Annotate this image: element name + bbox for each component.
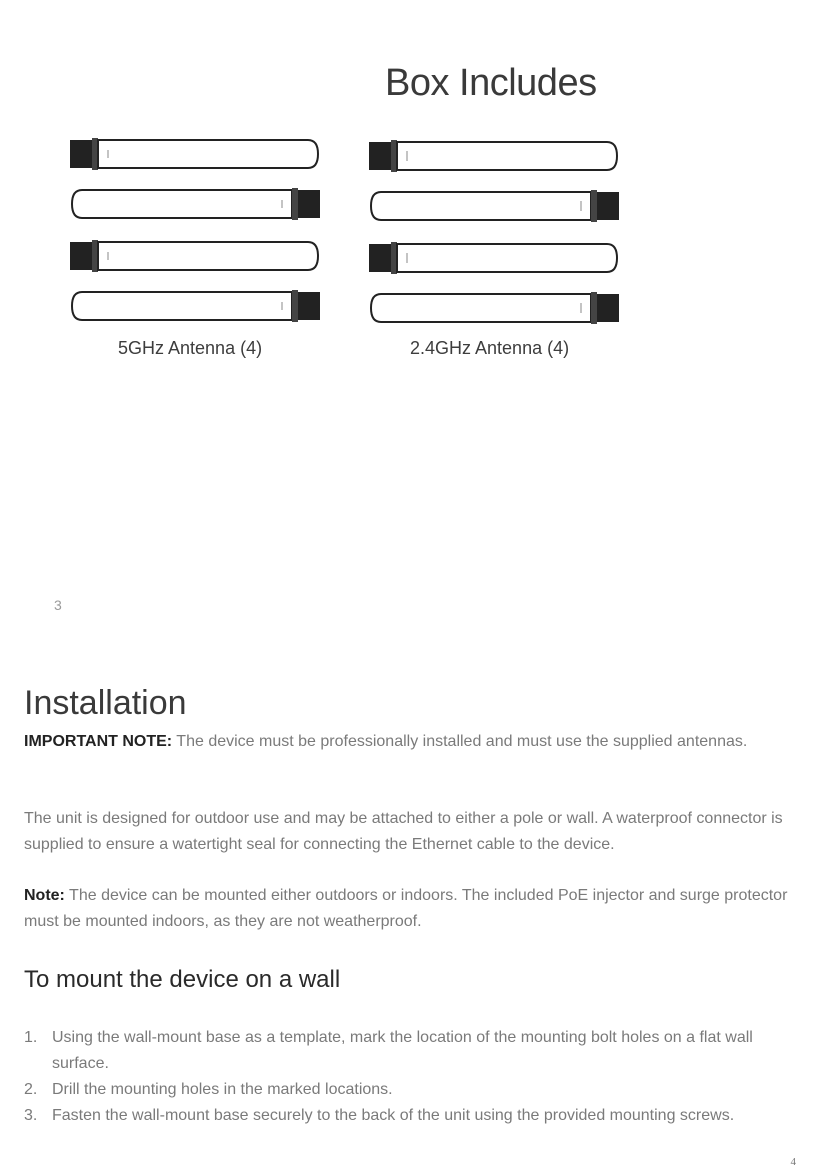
antenna-5ghz-3 xyxy=(70,240,320,272)
page-number-left: 3 xyxy=(54,597,62,613)
important-note-label: IMPORTANT NOTE: xyxy=(24,733,173,750)
installation-paragraph: The unit is designed for outdoor use and may be attached to either a pole or wall. A waterproof connector is supplied to ensure a watertight seal for connecting the Ethernet cable to the device. xyxy=(24,810,783,853)
antenna-5ghz-4 xyxy=(70,290,320,322)
step-number: 1. xyxy=(24,1029,38,1046)
step-item xyxy=(24,1077,814,1103)
antenna-24ghz-4 xyxy=(369,292,619,324)
step-number: 3. xyxy=(24,1107,38,1124)
box-includes-title: Box Includes xyxy=(385,62,597,104)
antenna-5ghz-caption: 5GHz Antenna (4) xyxy=(118,338,263,358)
step-item xyxy=(24,1103,814,1129)
antenna-5ghz-2 xyxy=(70,188,320,220)
step-text: Fasten the wall-mount base securely to the back of the unit using the provided mounting screws. xyxy=(52,1107,735,1124)
wall-mount-title: To mount the device on a wall xyxy=(24,966,341,993)
note-text: The device can be mounted either outdoors or indoors. The included PoE injector and surge protector must be mounted indoors, as they are not weatherproof. xyxy=(24,887,788,930)
wall-mount-steps xyxy=(24,1025,814,1129)
antenna-24ghz-3 xyxy=(369,242,619,274)
step-text: Drill the mounting holes in the marked locations. xyxy=(52,1081,393,1098)
antenna-5ghz-1 xyxy=(70,138,320,170)
antenna-24ghz-2 xyxy=(369,190,619,222)
page-number-right: 4 xyxy=(790,1156,796,1168)
note-label: Note: xyxy=(24,887,65,904)
antenna-24ghz-caption: 2.4GHz Antenna (4) xyxy=(410,338,570,358)
step-number: 2. xyxy=(24,1081,38,1098)
antenna-24ghz-1 xyxy=(369,140,619,172)
important-note-text: The device must be professionally installed and must use the supplied antennas. xyxy=(172,733,748,750)
step-item xyxy=(24,1025,814,1077)
step-text: Using the wall-mount base as a template, mark the location of the mounting bolt holes on a flat wall surface. xyxy=(52,1029,753,1072)
important-note xyxy=(24,729,814,755)
note-paragraph xyxy=(24,883,814,935)
installation-title: Installation xyxy=(24,684,187,722)
